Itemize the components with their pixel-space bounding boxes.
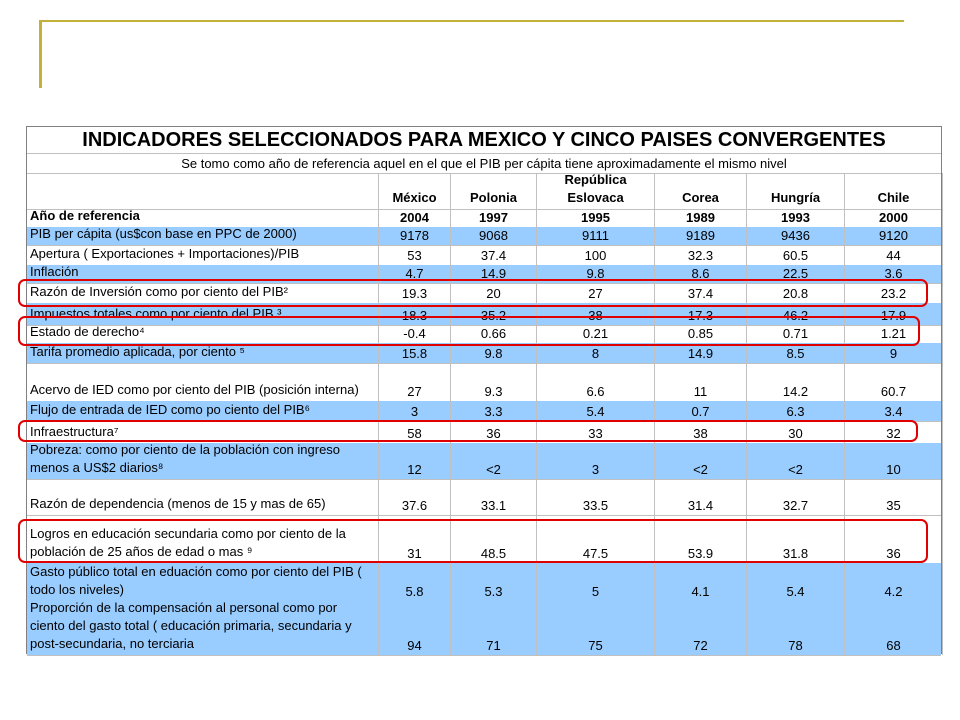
value-cell: 31 [379, 515, 451, 563]
value-cell: 27 [537, 283, 655, 303]
value-cell: 4.1 [655, 563, 747, 601]
value-cell: <2 [655, 443, 747, 479]
value-cell: 30 [747, 421, 845, 443]
country-header: Hungría [747, 173, 845, 209]
value-cell: <2 [451, 443, 537, 479]
value-cell: 47.5 [537, 515, 655, 563]
value-cell: 5.4 [537, 401, 655, 421]
value-cell: 19.3 [379, 283, 451, 303]
row-label: Logros en educación secundaria como por ciento de la población de 25 años de edad o mas ⁹ [27, 515, 379, 563]
highlight-estado-derecho [18, 316, 920, 346]
value-cell: 6.3 [747, 401, 845, 421]
value-cell: 15.8 [379, 343, 451, 363]
year-cell: 1989 [655, 209, 747, 227]
value-cell: 58 [379, 421, 451, 443]
value-cell: 68 [845, 601, 943, 655]
header-blank-cell [27, 173, 379, 209]
value-cell: 5.8 [379, 563, 451, 601]
table-row [27, 563, 941, 602]
table-subtitle: Se tomo como año de referencia aquel en el que el PIB per cápita tiene aproximadamente el mismo nivel [27, 153, 941, 174]
value-cell: 1.21 [845, 325, 943, 343]
value-cell: 9.8 [537, 265, 655, 283]
highlight-inversion [18, 279, 928, 307]
value-cell: 75 [537, 601, 655, 655]
value-cell: 36 [845, 515, 943, 563]
value-cell: 23.2 [845, 283, 943, 303]
row-label: Impuestos totales como por ciento del PIB ³ [27, 303, 379, 325]
value-cell: 46.2 [747, 303, 845, 325]
row-label: PIB per cápita (us$con base en PPC de 2000) [27, 227, 379, 245]
value-cell: 11 [655, 363, 747, 401]
table-row [27, 479, 941, 516]
value-cell: 32 [845, 421, 943, 443]
row-label: Tarifa promedio aplicada, por ciento ⁵ [27, 343, 379, 363]
value-cell: 17.3 [655, 303, 747, 325]
value-cell: 3 [379, 401, 451, 421]
value-cell: 10 [845, 443, 943, 479]
value-cell: 38 [537, 303, 655, 325]
row-label: Proporción de la compensación al personal como por ciento del gasto total ( educación primaria, secundaria y post-secundaria, no terciaria [27, 601, 379, 655]
value-cell: 3 [537, 443, 655, 479]
value-cell: 0.71 [747, 325, 845, 343]
value-cell: 9.3 [451, 363, 537, 401]
value-cell: 53 [379, 245, 451, 265]
value-cell: 32.7 [747, 479, 845, 515]
row-label: Año de referencia [27, 209, 379, 227]
table-row [27, 443, 941, 480]
year-row [27, 209, 941, 228]
row-label: Inflación [27, 265, 379, 283]
value-cell: 60.5 [747, 245, 845, 265]
value-cell: 60.7 [845, 363, 943, 401]
table-title: INDICADORES SELECCIONADOS PARA MEXICO Y CINCO PAISES CONVERGENTES [27, 127, 941, 154]
value-cell: 33.1 [451, 479, 537, 515]
value-cell: 4.7 [379, 265, 451, 283]
value-cell: 5 [537, 563, 655, 601]
value-cell: 33 [537, 421, 655, 443]
row-label: Razón de dependencia (menos de 15 y mas de 65) [27, 479, 379, 515]
value-cell: 5.3 [451, 563, 537, 601]
table-row [27, 227, 941, 246]
value-cell: 17.9 [845, 303, 943, 325]
value-cell: -0.4 [379, 325, 451, 343]
value-cell: 0.66 [451, 325, 537, 343]
value-cell: 35.2 [451, 303, 537, 325]
row-label: Gasto público total en eduación como por ciento del PIB ( todo los niveles) [27, 563, 379, 601]
row-label: Razón de Inversión como por ciento del PIB² [27, 283, 379, 303]
year-cell: 2000 [845, 209, 943, 227]
indicators-table [26, 126, 942, 654]
year-cell: 1997 [451, 209, 537, 227]
value-cell: 35 [845, 479, 943, 515]
year-cell: 2004 [379, 209, 451, 227]
value-cell: 8.6 [655, 265, 747, 283]
value-cell: 38 [655, 421, 747, 443]
year-cell: 1995 [537, 209, 655, 227]
value-cell: 5.4 [747, 563, 845, 601]
value-cell: 36 [451, 421, 537, 443]
table-row [27, 601, 941, 656]
country-header: Chile [845, 173, 943, 209]
value-cell: 0.7 [655, 401, 747, 421]
value-cell: 8.5 [747, 343, 845, 363]
value-cell: 9120 [845, 227, 943, 245]
value-cell: 44 [845, 245, 943, 265]
table-row [27, 245, 941, 266]
value-cell: 3.3 [451, 401, 537, 421]
value-cell: 31.4 [655, 479, 747, 515]
accent-line-vertical [39, 20, 42, 88]
value-cell: 14.9 [451, 265, 537, 283]
value-cell: 100 [537, 245, 655, 265]
value-cell: <2 [747, 443, 845, 479]
value-cell: 32.3 [655, 245, 747, 265]
country-header: República Eslovaca [537, 173, 655, 209]
highlight-infraestructura [18, 420, 918, 442]
value-cell: 9436 [747, 227, 845, 245]
value-cell: 9 [845, 343, 943, 363]
country-header: Corea [655, 173, 747, 209]
value-cell: 33.5 [537, 479, 655, 515]
value-cell: 31.8 [747, 515, 845, 563]
value-cell: 9111 [537, 227, 655, 245]
value-cell: 3.4 [845, 401, 943, 421]
highlight-educacion [18, 519, 928, 563]
value-cell: 6.6 [537, 363, 655, 401]
value-cell: 71 [451, 601, 537, 655]
row-label: Apertura ( Exportaciones + Importaciones)/PIB [27, 245, 379, 265]
value-cell: 9178 [379, 227, 451, 245]
row-label: Acervo de IED como por ciento del PIB (posición interna) [27, 363, 379, 401]
header-row [27, 173, 941, 210]
value-cell: 78 [747, 601, 845, 655]
value-cell: 22.5 [747, 265, 845, 283]
value-cell: 14.9 [655, 343, 747, 363]
value-cell: 37.4 [655, 283, 747, 303]
table-row [27, 363, 941, 402]
table-row [27, 401, 941, 422]
value-cell: 9.8 [451, 343, 537, 363]
value-cell: 12 [379, 443, 451, 479]
value-cell: 4.2 [845, 563, 943, 601]
country-header: México [379, 173, 451, 209]
value-cell: 0.21 [537, 325, 655, 343]
row-label: Flujo de entrada de IED como po ciento del PIB⁶ [27, 401, 379, 421]
row-label: Infraestructura⁷ [27, 421, 379, 443]
value-cell: 27 [379, 363, 451, 401]
row-label: Estado de derecho⁴ [27, 325, 379, 343]
row-label: Pobreza: como por ciento de la población con ingreso menos a US$2 diarios⁸ [27, 443, 379, 479]
value-cell: 18.3 [379, 303, 451, 325]
value-cell: 72 [655, 601, 747, 655]
value-cell: 0.85 [655, 325, 747, 343]
value-cell: 37.6 [379, 479, 451, 515]
value-cell: 37.4 [451, 245, 537, 265]
value-cell: 48.5 [451, 515, 537, 563]
value-cell: 94 [379, 601, 451, 655]
value-cell: 3.6 [845, 265, 943, 283]
accent-line-horizontal [39, 20, 904, 22]
value-cell: 9068 [451, 227, 537, 245]
value-cell: 14.2 [747, 363, 845, 401]
value-cell: 8 [537, 343, 655, 363]
value-cell: 20 [451, 283, 537, 303]
table-row [27, 343, 941, 364]
value-cell: 9189 [655, 227, 747, 245]
value-cell: 53.9 [655, 515, 747, 563]
country-header: Polonia [451, 173, 537, 209]
year-cell: 1993 [747, 209, 845, 227]
value-cell: 20.8 [747, 283, 845, 303]
